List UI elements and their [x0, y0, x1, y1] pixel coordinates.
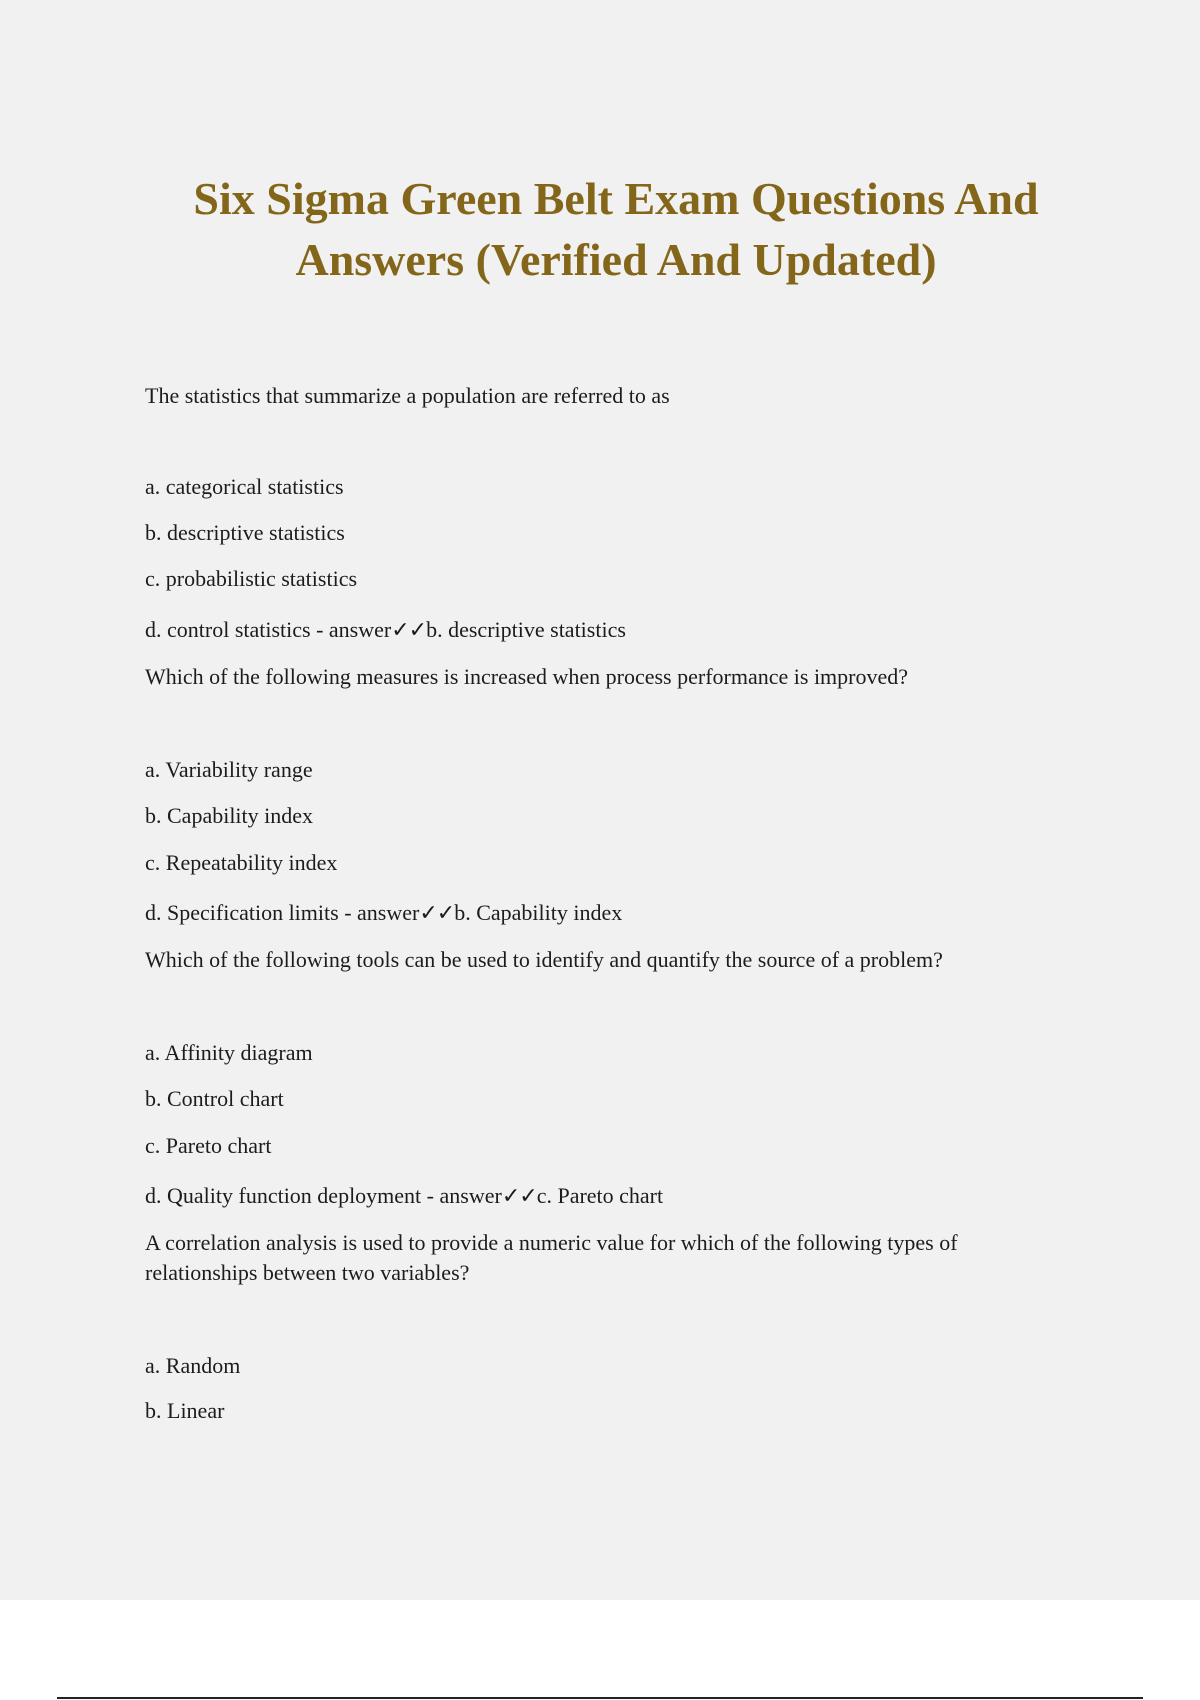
question-text: Which of the following measures is increased when process performance is improved?	[145, 664, 909, 689]
option-item: d. control statistics - answer	[145, 617, 392, 642]
option-item: c. Repeatability index	[145, 850, 338, 875]
checkmark-icon: ✓✓	[391, 618, 427, 643]
title-line-1: Six Sigma Green Belt Exam Questions And	[193, 173, 1039, 224]
question-text: The statistics that summarize a population are referred to as	[145, 383, 670, 408]
option-item: b. descriptive statistics	[145, 520, 345, 545]
answer-text: c. Pareto chart	[536, 1183, 664, 1208]
option-item: a. Variability range	[145, 757, 313, 782]
option-item: a. Random	[145, 1353, 241, 1378]
title-line-2: Answers (Verified And Updated)	[295, 234, 937, 285]
option-item: d. Specification limits - answer	[145, 900, 420, 925]
option-item: b. Capability index	[145, 803, 314, 828]
answer-line	[145, 898, 622, 929]
option-item: b. Linear	[145, 1398, 225, 1423]
page-divider	[57, 1697, 1143, 1699]
question-text: Which of the following tools can be used to identify and quantify the source of a problem?	[145, 947, 943, 972]
option-item: c. probabilistic statistics	[145, 566, 358, 591]
checkmark-icon: ✓✓	[419, 901, 455, 926]
option-item: c. Pareto chart	[145, 1133, 272, 1158]
option-item: b. Control chart	[145, 1086, 284, 1111]
option-item: a. categorical statistics	[145, 474, 344, 499]
answer-text: b. Capability index	[454, 900, 623, 925]
option-item: a. Affinity diagram	[145, 1040, 313, 1065]
option-item: d. Quality function deployment - answer	[145, 1183, 502, 1208]
answer-line	[145, 1181, 663, 1212]
answer-line	[145, 615, 626, 646]
question-text: A correlation analysis is used to provide a numeric value for which of the following types of relationships between two variables?	[145, 1230, 958, 1285]
document-title	[100, 168, 1132, 290]
answer-text: b. descriptive statistics	[426, 617, 626, 642]
checkmark-icon: ✓✓	[501, 1184, 537, 1209]
